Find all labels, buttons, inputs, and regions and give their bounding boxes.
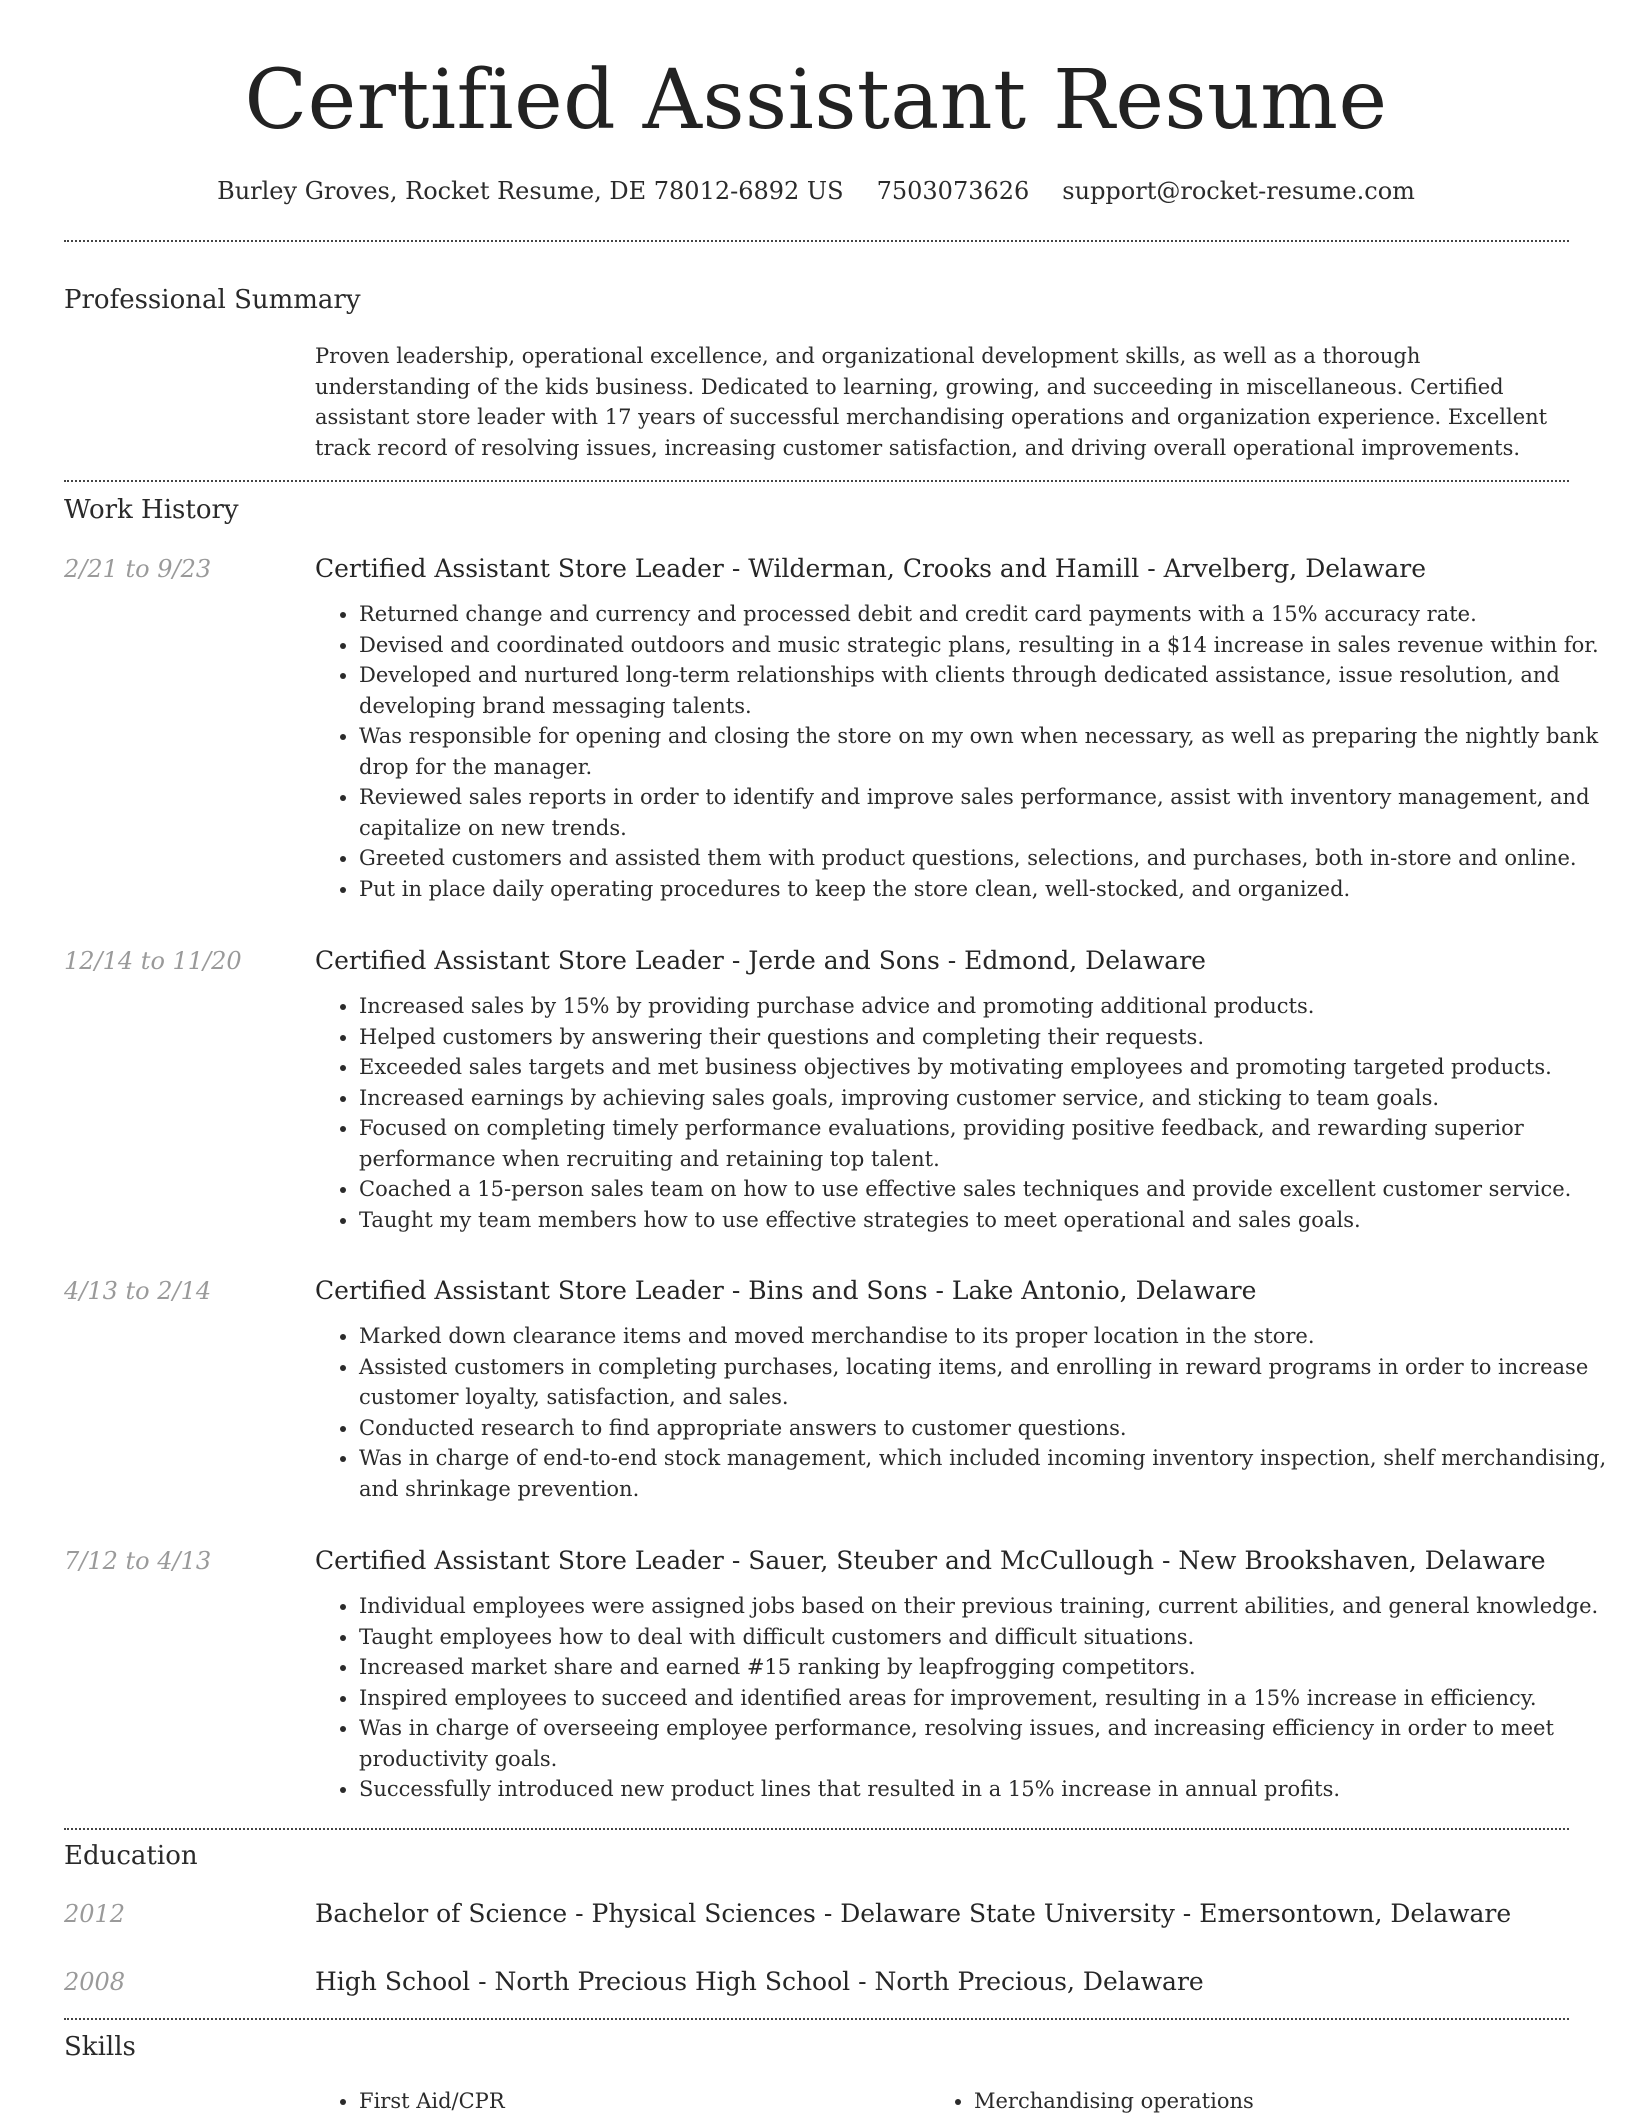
list-item: • Put in place daily operating procedures to keep the store clean, well-stocked, and organized. bbox=[359, 874, 1613, 905]
divider bbox=[64, 240, 1569, 242]
list-item: • Inspired employees to succeed and identified areas for improvement, resulting in a 15% increase in efficiency. bbox=[359, 1683, 1613, 1714]
job-dates: 12/14 to 11/20 bbox=[64, 947, 242, 975]
list-item: • Increased market share and earned #15 ranking by leapfrogging competitors. bbox=[359, 1652, 1613, 1683]
list-item: • Reviewed sales reports in order to identify and improve sales performance, assist with inventory management, and capitalize on new trends. bbox=[359, 782, 1613, 843]
education-year: 2012 bbox=[64, 1900, 126, 1928]
list-item: • Successfully introduced new product lines that resulted in a 15% increase in annual profits. bbox=[359, 1774, 1613, 1805]
job-bullets bbox=[315, 1591, 1613, 1805]
job-title: Certified Assistant Store Leader - Wilderman, Crooks and Hamill - Arvelberg, Delaware bbox=[315, 554, 1426, 583]
job-dates: 7/12 to 4/13 bbox=[64, 1547, 212, 1575]
contact-line bbox=[0, 174, 1632, 208]
contact-phone: 7503073626 bbox=[876, 177, 1030, 205]
job-title: Certified Assistant Store Leader - Sauer, Steuber and McCullough - New Brookshaven, Delaware bbox=[315, 1546, 1546, 1575]
list-item: • Individual employees were assigned jobs based on their previous training, current abilities, and general knowledge. bbox=[359, 1591, 1613, 1622]
education-detail: Bachelor of Science - Physical Sciences - Delaware State University - Emersontown, Delaware bbox=[315, 1899, 1512, 1928]
list-item: • Exceeded sales targets and met business objectives by motivating employees and promoting targeted products. bbox=[359, 1052, 1613, 1083]
list-item: • Assisted customers in completing purchases, locating items, and enrolling in reward programs in order to increase customer loyalty, satisfaction, and sales. bbox=[359, 1352, 1613, 1413]
list-item: • Was responsible for opening and closing the store on my own when necessary, as well as preparing the nightly bank drop for the manager. bbox=[359, 721, 1613, 782]
section-title-summary: Professional Summary bbox=[64, 285, 361, 315]
job-dates: 4/13 to 2/14 bbox=[64, 1277, 212, 1305]
list-item: • Conducted research to find appropriate answers to customer questions. bbox=[359, 1413, 1613, 1444]
job-title: Certified Assistant Store Leader - Bins and Sons - Lake Antonio, Delaware bbox=[315, 1276, 1257, 1305]
list-item: • Developed and nurtured long-term relationships with clients through dedicated assistance, issue resolution, and developing brand messaging talents. bbox=[359, 660, 1613, 721]
divider bbox=[64, 1828, 1569, 1830]
list-item: • Taught my team members how to use effective strategies to meet operational and sales goals. bbox=[359, 1205, 1613, 1236]
contact-address: Burley Groves, Rocket Resume, DE 78012-6892 US bbox=[217, 177, 844, 205]
list-item: • Merchandising operations bbox=[974, 2086, 1254, 2117]
list-item: • Increased sales by 15% by providing purchase advice and promoting additional products. bbox=[359, 991, 1613, 1022]
job-dates: 2/21 to 9/23 bbox=[64, 555, 212, 583]
list-item: • Increased earnings by achieving sales goals, improving customer service, and sticking to team goals. bbox=[359, 1083, 1613, 1114]
list-item: • First Aid/CPR bbox=[359, 2086, 505, 2117]
job-bullets bbox=[315, 991, 1613, 1235]
education-detail: High School - North Precious High School - North Precious, Delaware bbox=[315, 1967, 1204, 1996]
section-title-skills: Skills bbox=[64, 2032, 136, 2062]
list-item: • Taught employees how to deal with difficult customers and difficult situations. bbox=[359, 1622, 1613, 1653]
education-year: 2008 bbox=[64, 1968, 126, 1996]
contact-email: support@rocket-resume.com bbox=[1062, 177, 1415, 205]
list-item: • Returned change and currency and processed debit and credit card payments with a 15% accuracy rate. bbox=[359, 599, 1613, 630]
list-item: • Was in charge of overseeing employee performance, resolving issues, and increasing efficiency in order to meet productivity goals. bbox=[359, 1713, 1613, 1774]
section-title-education: Education bbox=[64, 1841, 198, 1871]
list-item: • Helped customers by answering their questions and completing their requests. bbox=[359, 1022, 1613, 1053]
resume-title: Certified Assistant Resume bbox=[244, 53, 1388, 148]
job-bullets bbox=[315, 1321, 1613, 1504]
list-item: • Marked down clearance items and moved merchandise to its proper location in the store. bbox=[359, 1321, 1613, 1352]
list-item: • Was in charge of end-to-end stock management, which included incoming inventory inspection, shelf merchandising, and shrinkage prevention. bbox=[359, 1443, 1613, 1504]
job-bullets bbox=[315, 599, 1613, 904]
section-title-work-history: Work History bbox=[64, 495, 239, 525]
divider bbox=[64, 2018, 1569, 2020]
divider bbox=[64, 480, 1569, 482]
job-title: Certified Assistant Store Leader - Jerde and Sons - Edmond, Delaware bbox=[315, 946, 1206, 975]
list-item: • Coached a 15-person sales team on how to use effective sales techniques and provide excellent customer service. bbox=[359, 1174, 1613, 1205]
summary-text: Proven leadership, operational excellence, and organizational development skills, as well as a thorough understanding of the kids business. Dedicated to learning, growing, and succeeding in miscellaneous. Certified assistant store leader with 17 years of successful merchandising operations and organization experience. Excellent track record of resolving issues, increasing customer satisfaction, and driving overall operational improvements. bbox=[315, 344, 1548, 460]
list-item: • Devised and coordinated outdoors and music strategic plans, resulting in a $14 increase in sales revenue within for. bbox=[359, 630, 1613, 661]
list-item: • Focused on completing timely performance evaluations, providing positive feedback, and rewarding superior performance when recruiting and retaining top talent. bbox=[359, 1113, 1613, 1174]
resume-header bbox=[0, 0, 1632, 208]
list-item: • Greeted customers and assisted them with product questions, selections, and purchases, both in-store and online. bbox=[359, 843, 1613, 874]
